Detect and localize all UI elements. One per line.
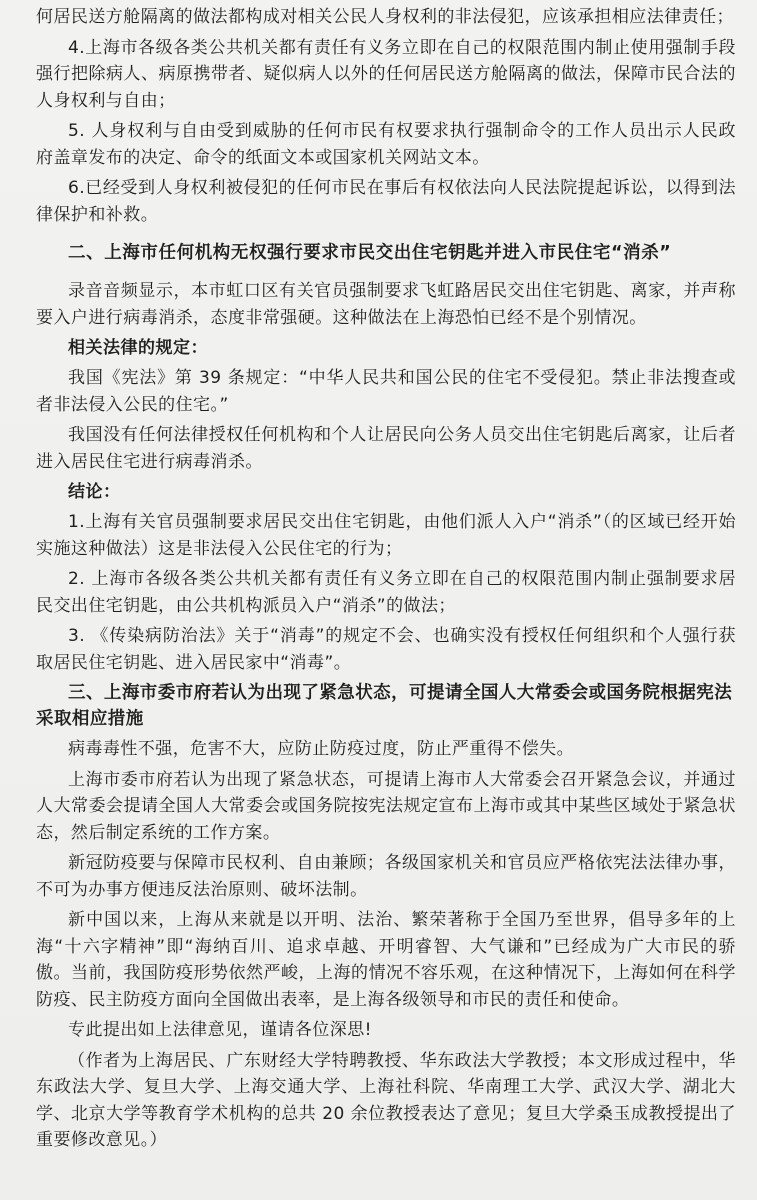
paragraph: 1.上海有关官员强制要求居民交出住宅钥匙，由他们派人入户“消杀”（的区域已经开始实施这种做法）这是非法侵入公民住宅的行为； bbox=[36, 512, 736, 559]
paragraph: 4.上海市各级各类公共机关都有责任有义务立即在自己的权限范围内制止使用强制手段强行把除病人、病原携带者、疑似病人以外的任何居民送方舱隔离的做法，保障市民合法的人身权利与自由； bbox=[36, 37, 736, 111]
paragraph: 录音音频显示，本市虹口区有关官员强制要求飞虹路居民交出住宅钥匙、离家，并声称要入户进行病毒消杀，态度非常强硬。这种做法在上海恐怕已经不是个别情况。 bbox=[36, 281, 736, 328]
paragraph: 上海市委市府若认为出现了紧急状态，可提请上海市人大常委会召开紧急会议，并通过人大常委会提请全国人大常委会或国务院按宪法规定宣布上海市或其中某些区域处于紧急状态，然后制定系统的工作方案。 bbox=[36, 769, 736, 843]
paragraph: 病毒毒性不强，危害不大，应防止防疫过度，防止严重得不偿失。 bbox=[68, 739, 575, 759]
paragraph: 6.已经受到人身权利被侵犯的任何市民在事后有权依法向人民法院提起诉讼，以得到法律保护和补救。 bbox=[36, 178, 736, 225]
paragraph: 2. 上海市各级各类公共机关都有责任有义务立即在自己的权限范围内制止强制要求居民交出住宅钥匙，由公共机构派员入户“消杀”的做法； bbox=[36, 569, 736, 616]
paragraph: 我国没有任何法律授权任何机构和个人让居民向公务人员交出住宅钥匙后离家，让后者进入居民住宅进行病毒消杀。 bbox=[36, 425, 736, 472]
paragraph: 新中国以来，上海从来就是以开明、法治、繁荣著称于全国乃至世界，倡导多年的上海“十六字精神”即“海纳百川、追求卓越、开明睿智、大气谦和”已经成为广大市民的骄傲。当前，我国防疫形势依然严峻，上海的情况不容乐观，在这种情况下，上海如何在科学防疫、民主防疫方面向全国做出表率，是上海各级领导和市民的责任和使命。 bbox=[36, 910, 736, 1010]
paragraph: 5. 人身权利与自由受到威胁的任何市民有权要求执行强制命令的工作人员出示人民政府盖章发布的决定、命令的纸面文本或国家机关网站文本。 bbox=[36, 121, 736, 168]
paragraph: 新冠防疫要与保障市民权利、自由兼顾；各级国家机关和官员应严格依宪法法律办事，不可为办事方便违反法治原则、破坏法制。 bbox=[36, 853, 736, 900]
section-heading: 二、上海市任何机构无权强行要求市民交出住宅钥匙并进入市民住宅“消杀” bbox=[68, 243, 672, 263]
document-body bbox=[36, 0, 736, 1158]
paragraph: 专此提出如上法律意见，谨请各位深思! bbox=[68, 1020, 372, 1040]
subheading-law: 相关法律的规定： bbox=[68, 338, 208, 358]
subheading-conclusion: 结论： bbox=[68, 482, 121, 502]
paragraph: 3. 《传染病防治法》关于“消毒”的规定不会、也确实没有授权任何组织和个人强行获取居民住宅钥匙、进入居民家中“消毒”。 bbox=[36, 626, 736, 673]
section-heading: 三、上海市委市府若认为出现了紧急状态，可提请全国人大常委会或国务院根据宪法采取相应措施 bbox=[36, 683, 733, 729]
paragraph: 我国《宪法》第 39 条规定：“中华人民共和国公民的住宅不受侵犯。禁止非法搜查或者非法侵入公民的住宅。” bbox=[36, 368, 736, 415]
paragraph: 何居民送方舱隔离的做法都构成对相关公民人身权利的非法侵犯，应该承担相应法律责任； bbox=[36, 7, 734, 27]
author-note: （作者为上海居民、广东财经大学特聘教授、华东政法大学教授；本文形成过程中，华东政法大学、复旦大学、上海交通大学、上海社科院、华南理工大学、武汉大学、湖北大学、北京大学等教育学术机构的总共 20 余位教授表达了意见；复旦大学桑玉成教授提出了重要修改意见。） bbox=[36, 1050, 736, 1150]
